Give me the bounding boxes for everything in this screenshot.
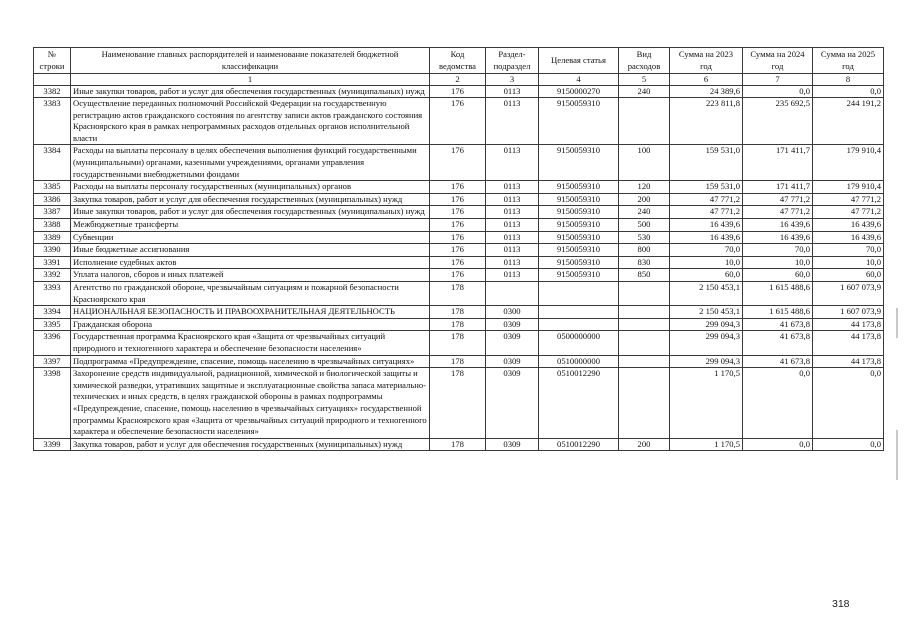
table-body	[34, 85, 884, 451]
header-row	[34, 48, 884, 74]
expense-type-cell: 830	[619, 256, 670, 269]
table-row	[34, 256, 884, 269]
sum-2025-cell: 1 607 073,9	[813, 282, 884, 306]
row-name-cell: Агентство по гражданской обороне, чрезвычайным ситуациям и пожарной безопасности Красноярского края	[71, 282, 430, 306]
table-row	[34, 318, 884, 331]
sum-2025-cell: 70,0	[813, 244, 884, 257]
target-article-cell: 0510012290	[539, 438, 619, 451]
col-number	[34, 74, 71, 86]
section-cell: 0113	[486, 244, 539, 257]
row-name-cell: Расходы на выплаты персоналу в целях обеспечения выполнения функций государственными (муниципальными) органами, казенными учреждениями, органами управления государственными внебюджетными фондами	[71, 145, 430, 181]
expense-type-cell: 120	[619, 181, 670, 194]
row-number-cell: 3390	[34, 244, 71, 257]
table-row	[34, 181, 884, 194]
sum-2023-cell: 16 439,6	[670, 219, 743, 232]
expense-type-cell	[619, 331, 670, 355]
row-name-cell: Иные закупки товаров, работ и услуг для обеспечения государственных (муниципальных) нужд	[71, 206, 430, 219]
section-cell: 0113	[486, 231, 539, 244]
col-number: 5	[619, 74, 670, 86]
table-row	[34, 438, 884, 451]
col-header-row-number: № строки	[34, 48, 71, 74]
department-code-cell: 178	[430, 368, 486, 439]
sum-2023-cell: 299 094,3	[670, 355, 743, 368]
section-cell: 0113	[486, 193, 539, 206]
section-cell: 0113	[486, 85, 539, 98]
table-row	[34, 98, 884, 145]
sum-2024-cell: 1 615 488,6	[743, 306, 813, 319]
sum-2025-cell: 0,0	[813, 85, 884, 98]
section-cell: 0309	[486, 318, 539, 331]
target-article-cell: 9150059310	[539, 269, 619, 282]
col-number: 4	[539, 74, 619, 86]
col-header-department-code: Код ведомства	[430, 48, 486, 74]
section-cell: 0113	[486, 181, 539, 194]
scan-edge-mark	[896, 308, 898, 338]
target-article-cell: 0510012290	[539, 368, 619, 439]
row-number-cell: 3398	[34, 368, 71, 439]
section-cell: 0113	[486, 206, 539, 219]
sum-2025-cell: 47 771,2	[813, 193, 884, 206]
section-cell: 0113	[486, 219, 539, 232]
sum-2024-cell: 16 439,6	[743, 219, 813, 232]
sum-2024-cell: 235 692,5	[743, 98, 813, 145]
col-header-section: Раздел-подраздел	[486, 48, 539, 74]
row-name-cell: Осуществление переданных полномочий Российской Федерации на государственную регистрацию актов гражданского состояния по агентству записи актов гражданского состояния Красноярского края в рамках непрограммных расходов отдельных органов исполнительной власти	[71, 98, 430, 145]
department-code-cell: 176	[430, 256, 486, 269]
target-article-cell: 0500000000	[539, 331, 619, 355]
row-name-cell: Закупка товаров, работ и услуг для обеспечения государственных (муниципальных) нужд	[71, 438, 430, 451]
row-name-cell: Закупка товаров, работ и услуг для обеспечения государственных (муниципальных) нужд	[71, 193, 430, 206]
row-number-cell: 3392	[34, 269, 71, 282]
target-article-cell: 9150059310	[539, 256, 619, 269]
table-row	[34, 282, 884, 306]
row-name-cell: Расходы на выплаты персоналу государственных (муниципальных) органов	[71, 181, 430, 194]
expense-type-cell: 800	[619, 244, 670, 257]
row-number-cell: 3394	[34, 306, 71, 319]
sum-2023-cell: 10,0	[670, 256, 743, 269]
section-cell: 0309	[486, 355, 539, 368]
target-article-cell: 9150059310	[539, 181, 619, 194]
sum-2024-cell: 60,0	[743, 269, 813, 282]
expense-type-cell	[619, 355, 670, 368]
sum-2023-cell: 24 389,6	[670, 85, 743, 98]
sum-2025-cell: 0,0	[813, 438, 884, 451]
sum-2023-cell: 299 094,3	[670, 318, 743, 331]
row-name-cell: Государственная программа Красноярского края «Защита от чрезвычайных ситуаций природного и техногенного характера и обеспечение безопасности населения»	[71, 331, 430, 355]
expense-type-cell: 200	[619, 193, 670, 206]
section-cell: 0113	[486, 98, 539, 145]
column-number-row	[34, 74, 884, 86]
page-number: 318	[832, 598, 850, 610]
target-article-cell	[539, 318, 619, 331]
department-code-cell: 176	[430, 219, 486, 232]
row-number-cell: 3383	[34, 98, 71, 145]
sum-2024-cell: 47 771,2	[743, 206, 813, 219]
department-code-cell: 176	[430, 231, 486, 244]
table-row	[34, 368, 884, 439]
row-number-cell: 3399	[34, 438, 71, 451]
expense-type-cell	[619, 318, 670, 331]
col-number: 2	[430, 74, 486, 86]
col-number: 1	[71, 74, 430, 86]
department-code-cell: 176	[430, 85, 486, 98]
sum-2023-cell: 47 771,2	[670, 193, 743, 206]
table-row	[34, 269, 884, 282]
row-number-cell: 3387	[34, 206, 71, 219]
target-article-cell	[539, 306, 619, 319]
row-number-cell: 3397	[34, 355, 71, 368]
target-article-cell: 9150059310	[539, 145, 619, 181]
expense-type-cell: 200	[619, 438, 670, 451]
col-header-sum-2023: Сумма на 2023 год	[670, 48, 743, 74]
sum-2024-cell: 0,0	[743, 85, 813, 98]
table-row	[34, 231, 884, 244]
expense-type-cell	[619, 98, 670, 145]
target-article-cell: 9150059310	[539, 231, 619, 244]
sum-2024-cell: 41 673,8	[743, 331, 813, 355]
section-cell: 0113	[486, 256, 539, 269]
sum-2025-cell: 244 191,2	[813, 98, 884, 145]
col-number: 6	[670, 74, 743, 86]
table-row	[34, 244, 884, 257]
row-name-cell: Уплата налогов, сборов и иных платежей	[71, 269, 430, 282]
expense-type-cell: 240	[619, 206, 670, 219]
sum-2023-cell: 60,0	[670, 269, 743, 282]
expense-type-cell: 100	[619, 145, 670, 181]
sum-2024-cell: 0,0	[743, 368, 813, 439]
sum-2025-cell: 60,0	[813, 269, 884, 282]
sum-2023-cell: 1 170,5	[670, 438, 743, 451]
col-number: 3	[486, 74, 539, 86]
row-name-cell: Захоронение средств индивидуальной, радиационной, химической и биологической защиты и химической разведки, утративших защитные и эксплуатационные свойства запаса материально-технических и иных средств, в целях гражданской обороны в рамках подпрограммы «Предупреждение, спасение, помощь населению в чрезвычайных ситуациях» государственной программы Красноярского края «Защита от чрезвычайных ситуаций природного и техногенного характера и обеспечение безопасности населения»	[71, 368, 430, 439]
sum-2023-cell: 70,0	[670, 244, 743, 257]
sum-2023-cell: 2 150 453,1	[670, 282, 743, 306]
expense-type-cell	[619, 368, 670, 439]
expense-type-cell: 240	[619, 85, 670, 98]
table-row	[34, 145, 884, 181]
table-row	[34, 206, 884, 219]
col-header-target-article: Целевая статья	[539, 48, 619, 74]
sum-2023-cell: 159 531,0	[670, 145, 743, 181]
row-name-cell: Иные бюджетные ассигнования	[71, 244, 430, 257]
expense-type-cell	[619, 306, 670, 319]
sum-2024-cell: 0,0	[743, 438, 813, 451]
row-name-cell: Межбюджетные трансферты	[71, 219, 430, 232]
department-code-cell: 178	[430, 438, 486, 451]
department-code-cell: 178	[430, 355, 486, 368]
sum-2024-cell: 171 411,7	[743, 145, 813, 181]
sum-2024-cell: 41 673,8	[743, 355, 813, 368]
row-number-cell: 3386	[34, 193, 71, 206]
budget-table	[33, 47, 884, 451]
col-header-name: Наименование главных распорядителей и наименование показателей бюджетной классификации	[71, 48, 430, 74]
col-number: 8	[813, 74, 884, 86]
table-row	[34, 331, 884, 355]
sum-2025-cell: 1 607 073,9	[813, 306, 884, 319]
row-number-cell: 3388	[34, 219, 71, 232]
col-number: 7	[743, 74, 813, 86]
table-row	[34, 193, 884, 206]
department-code-cell: 176	[430, 145, 486, 181]
col-header-sum-2025: Сумма на 2025 год	[813, 48, 884, 74]
section-cell: 0300	[486, 306, 539, 319]
sum-2025-cell: 0,0	[813, 368, 884, 439]
sum-2024-cell: 41 673,8	[743, 318, 813, 331]
target-article-cell: 9150059310	[539, 219, 619, 232]
department-code-cell: 176	[430, 244, 486, 257]
sum-2023-cell: 2 150 453,1	[670, 306, 743, 319]
sum-2025-cell: 16 439,6	[813, 219, 884, 232]
department-code-cell: 176	[430, 269, 486, 282]
row-number-cell: 3389	[34, 231, 71, 244]
sum-2024-cell: 70,0	[743, 244, 813, 257]
target-article-cell: 9150059310	[539, 244, 619, 257]
sum-2023-cell: 159 531,0	[670, 181, 743, 194]
department-code-cell: 176	[430, 193, 486, 206]
target-article-cell: 9150059310	[539, 193, 619, 206]
sum-2023-cell: 1 170,5	[670, 368, 743, 439]
row-name-cell: Подпрограмма «Предупреждение, спасение, помощь населению в чрезвычайных ситуациях»	[71, 355, 430, 368]
table-row	[34, 219, 884, 232]
target-article-cell: 9150059310	[539, 206, 619, 219]
sum-2025-cell: 44 173,8	[813, 318, 884, 331]
target-article-cell: 0510000000	[539, 355, 619, 368]
row-name-cell: Исполнение судебных актов	[71, 256, 430, 269]
target-article-cell	[539, 282, 619, 306]
sum-2025-cell: 10,0	[813, 256, 884, 269]
row-number-cell: 3384	[34, 145, 71, 181]
sum-2025-cell: 179 910,4	[813, 181, 884, 194]
col-header-expense-type: Вид расходов	[619, 48, 670, 74]
row-name-cell: Гражданская оборона	[71, 318, 430, 331]
target-article-cell: 9150059310	[539, 98, 619, 145]
table-row	[34, 85, 884, 98]
sum-2023-cell: 47 771,2	[670, 206, 743, 219]
sum-2024-cell: 16 439,6	[743, 231, 813, 244]
sum-2025-cell: 47 771,2	[813, 206, 884, 219]
sum-2025-cell: 16 439,6	[813, 231, 884, 244]
department-code-cell: 178	[430, 331, 486, 355]
department-code-cell: 176	[430, 206, 486, 219]
department-code-cell: 178	[430, 306, 486, 319]
sum-2023-cell: 299 094,3	[670, 331, 743, 355]
row-number-cell: 3396	[34, 331, 71, 355]
row-number-cell: 3391	[34, 256, 71, 269]
department-code-cell: 176	[430, 98, 486, 145]
section-cell: 0309	[486, 331, 539, 355]
expense-type-cell	[619, 282, 670, 306]
row-name-cell: Иные закупки товаров, работ и услуг для обеспечения государственных (муниципальных) нужд	[71, 85, 430, 98]
sum-2024-cell: 10,0	[743, 256, 813, 269]
col-header-sum-2024: Сумма на 2024 год	[743, 48, 813, 74]
sum-2024-cell: 1 615 488,6	[743, 282, 813, 306]
department-code-cell: 176	[430, 181, 486, 194]
table-row	[34, 355, 884, 368]
section-cell	[486, 282, 539, 306]
row-number-cell: 3395	[34, 318, 71, 331]
sum-2024-cell: 47 771,2	[743, 193, 813, 206]
target-article-cell: 9150000270	[539, 85, 619, 98]
department-code-cell: 178	[430, 282, 486, 306]
sum-2025-cell: 44 173,8	[813, 331, 884, 355]
row-name-cell: НАЦИОНАЛЬНАЯ БЕЗОПАСНОСТЬ И ПРАВООХРАНИТЕЛЬНАЯ ДЕЯТЕЛЬНОСТЬ	[71, 306, 430, 319]
row-name-cell: Субвенции	[71, 231, 430, 244]
expense-type-cell: 530	[619, 231, 670, 244]
row-number-cell: 3382	[34, 85, 71, 98]
expense-type-cell: 850	[619, 269, 670, 282]
section-cell: 0113	[486, 145, 539, 181]
sum-2025-cell: 44 173,8	[813, 355, 884, 368]
section-cell: 0113	[486, 269, 539, 282]
scan-edge-mark	[896, 430, 898, 480]
sum-2024-cell: 171 411,7	[743, 181, 813, 194]
sum-2023-cell: 223 811,8	[670, 98, 743, 145]
sum-2025-cell: 179 910,4	[813, 145, 884, 181]
sum-2023-cell: 16 439,6	[670, 231, 743, 244]
expense-type-cell: 500	[619, 219, 670, 232]
table-row	[34, 306, 884, 319]
section-cell: 0309	[486, 368, 539, 439]
section-cell: 0309	[486, 438, 539, 451]
department-code-cell: 178	[430, 318, 486, 331]
row-number-cell: 3393	[34, 282, 71, 306]
row-number-cell: 3385	[34, 181, 71, 194]
